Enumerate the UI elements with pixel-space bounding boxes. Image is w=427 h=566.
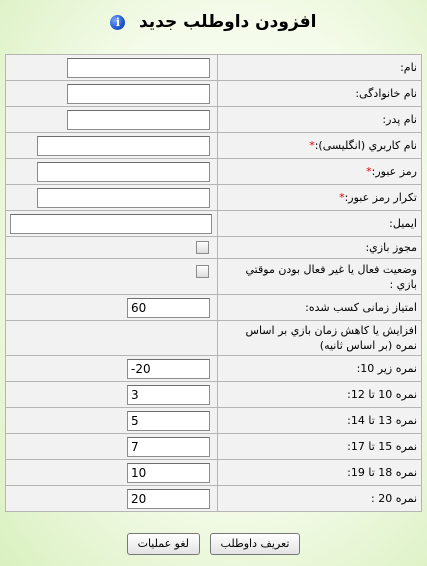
form-row-game-permission xyxy=(6,237,422,259)
grade-below-10-input[interactable] xyxy=(127,359,210,379)
grade-10-12-input[interactable] xyxy=(127,385,210,405)
form-row-father-name xyxy=(6,107,422,133)
form-row-active-status xyxy=(6,259,422,295)
active-status-checkbox[interactable] xyxy=(196,265,209,278)
info-icon[interactable]: i xyxy=(110,15,125,30)
grade-13-14-input[interactable] xyxy=(127,411,210,431)
form-row-password xyxy=(6,159,422,185)
form-row-first-name xyxy=(6,55,422,81)
last-name-input[interactable] xyxy=(67,84,210,104)
username-label xyxy=(218,133,422,159)
grade-13-14-label: نمره 13 تا 14: xyxy=(218,408,422,434)
form-row-grade-13-14 xyxy=(6,408,422,434)
form-row-grade-10-12 xyxy=(6,382,422,408)
password-label-text: رمز عبور: xyxy=(371,165,417,178)
form-row-grade-15-17 xyxy=(6,434,422,460)
page-title: افزودن داوطلب جديد xyxy=(138,12,317,32)
password-input[interactable] xyxy=(37,162,210,182)
father-name-label: نام پدر: xyxy=(218,107,422,133)
password-label xyxy=(218,159,422,185)
username-required-mark: * xyxy=(309,139,315,152)
form-row-username xyxy=(6,133,422,159)
game-permission-checkbox[interactable] xyxy=(196,241,209,254)
form-row-password-repeat xyxy=(6,185,422,211)
cancel-button[interactable]: لغو عمليات xyxy=(127,533,200,555)
grade-15-17-label: نمره 15 تا 17: xyxy=(218,434,422,460)
form-row-last-name xyxy=(6,81,422,107)
password-repeat-label-text: تكرار رمز عبور: xyxy=(344,191,417,204)
password-repeat-label xyxy=(218,185,422,211)
form-actions xyxy=(0,533,427,555)
define-candidate-button[interactable]: تعريف داوطلب xyxy=(210,533,301,555)
candidate-form xyxy=(5,54,422,512)
grade-18-19-input[interactable] xyxy=(127,463,210,483)
grade-10-12-label: نمره 10 تا 12: xyxy=(218,382,422,408)
grade-20-input[interactable] xyxy=(127,489,210,509)
grade-18-19-label: نمره 18 تا 19: xyxy=(218,460,422,486)
game-permission-label: مجوز بازي: xyxy=(218,237,422,259)
father-name-input[interactable] xyxy=(67,110,210,130)
form-row-grade-below-10 xyxy=(6,356,422,382)
time-score-input[interactable] xyxy=(127,298,210,318)
time-score-label: امتياز زمانی كسب شده: xyxy=(218,295,422,321)
username-label-text: نام كاربري (انگليسی): xyxy=(314,139,417,152)
form-row-time-score xyxy=(6,295,422,321)
email-input[interactable] xyxy=(10,214,212,234)
grade-15-17-input[interactable] xyxy=(127,437,210,457)
section-note: افزايش يا كاهش زمان بازي بر اساس نمره (بر اساس ثانيه) xyxy=(218,321,422,356)
active-status-label: وضعيت فعال يا غير فعال بودن موقتي بازي : xyxy=(218,259,422,295)
form-row-section-note xyxy=(6,321,422,356)
password-repeat-input[interactable] xyxy=(37,188,210,208)
username-input[interactable] xyxy=(37,136,210,156)
form-row-email xyxy=(6,211,422,237)
first-name-input[interactable] xyxy=(67,58,210,78)
page-header xyxy=(0,12,427,42)
first-name-label: نام: xyxy=(218,55,422,81)
grade-20-label: نمره 20 : xyxy=(218,486,422,512)
password-repeat-required-mark: * xyxy=(339,191,345,204)
email-label: ايميل: xyxy=(218,211,422,237)
form-row-grade-18-19 xyxy=(6,460,422,486)
grade-below-10-label: نمره زير 10: xyxy=(218,356,422,382)
last-name-label: نام خانوادگی: xyxy=(218,81,422,107)
form-row-grade-20 xyxy=(6,486,422,512)
password-required-mark: * xyxy=(366,165,372,178)
